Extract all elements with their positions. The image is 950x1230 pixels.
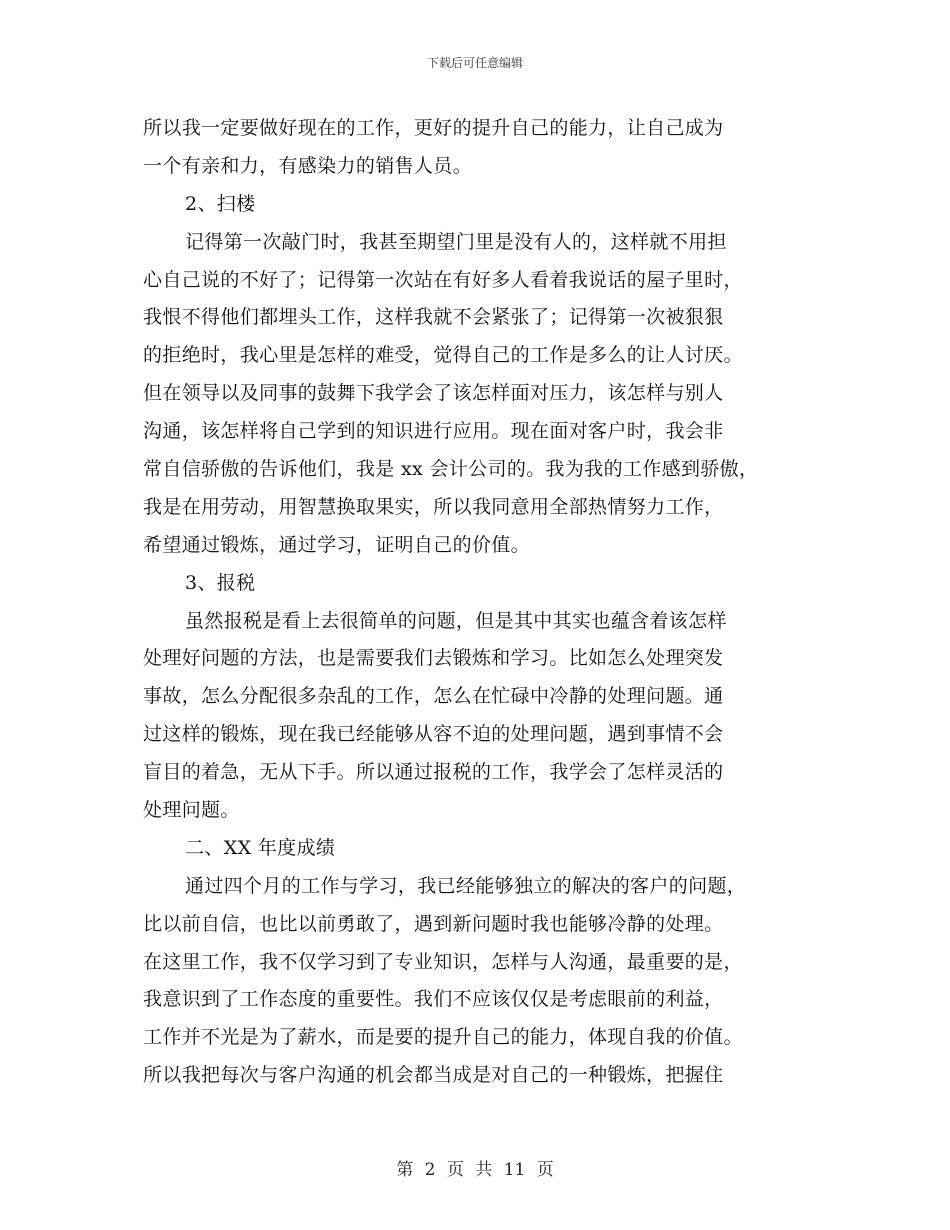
text-line: 工作并不光是为了薪水，而是要的提升自己的能力，体现自我的价值。 <box>143 1026 743 1049</box>
text-line: 处理问题。 <box>143 799 240 822</box>
text-line: 我是在用劳动，用智慧换取果实，所以我同意用全部热情努力工作， <box>143 495 724 518</box>
text-line: 记得第一次敲门时，我甚至期望门里是没有人的，这样就不用担 <box>185 230 727 253</box>
text-line: 通过四个月的工作与学习，我已经能够独立的解决的客户的问题， <box>185 874 747 897</box>
text-line: 在这里工作，我不仅学习到了专业知识，怎样与人沟通，最重要的是， <box>143 950 743 973</box>
section-heading: 2、扫楼 <box>185 192 256 215</box>
text-line: 所以我把每次与客户沟通的机会都当成是对自己的一种锻炼，把握住 <box>143 1064 724 1087</box>
text-line: 希望通过锻炼，通过学习，证明自己的价值。 <box>143 533 531 556</box>
document-body <box>143 110 813 1095</box>
text-line: 事故，怎么分配很多杂乱的工作，怎么在忙碌中冷静的处理问题。通 <box>143 685 724 708</box>
text-line: 我恨不得他们都埋头工作，这样我就不会紧张了；记得第一次被狠狠 <box>143 306 724 329</box>
text-line: 比以前自信，也比以前勇敢了，遇到新问题时我也能够冷静的处理。 <box>143 912 724 935</box>
text-line: 我意识到了工作态度的重要性。我们不应该仅仅是考虑眼前的利益， <box>143 988 724 1011</box>
text-line: 处理好问题的方法，也是需要我们去锻炼和学习。比如怎么处理突发 <box>143 647 724 670</box>
text-line: 但在领导以及同事的鼓舞下我学会了该怎样面对压力，该怎样与别人 <box>143 382 724 405</box>
text-line: 沟通，该怎样将自己学到的知识进行应用。现在面对客户时，我会非 <box>143 420 724 443</box>
text-line: 虽然报税是看上去很简单的问题，但是其中其实也蕴含着该怎样 <box>185 609 727 632</box>
text-line: 所以我一定要做好现在的工作，更好的提升自己的能力，让自己成为 <box>143 117 724 139</box>
page-footer: 第 2 页 共 11 页 <box>396 1160 554 1180</box>
text-line: 一个有亲和力，有感染力的销售人员。 <box>143 154 472 177</box>
text-line: 盲目的着急，无从下手。所以通过报税的工作，我学会了怎样灵活的 <box>143 761 724 784</box>
text-line: 过这样的锻炼，现在我已经能够从容不迫的处理问题，遇到事情不会 <box>143 723 724 746</box>
text-line: 心自己说的不好了；记得第一次站在有好多人看着我说话的屋子里时， <box>143 268 743 291</box>
text-line: 常自信骄傲的告诉他们，我是 xx 会计公司的。我为我的工作感到骄傲， <box>143 458 759 481</box>
section-heading: 二、XX 年度成绩 <box>185 836 336 859</box>
page-header: 下载后可任意编辑 <box>426 56 523 70</box>
section-heading: 3、报税 <box>185 571 256 594</box>
text-line: 的拒绝时，我心里是怎样的难受，觉得自己的工作是多么的让人讨厌。 <box>143 344 743 367</box>
